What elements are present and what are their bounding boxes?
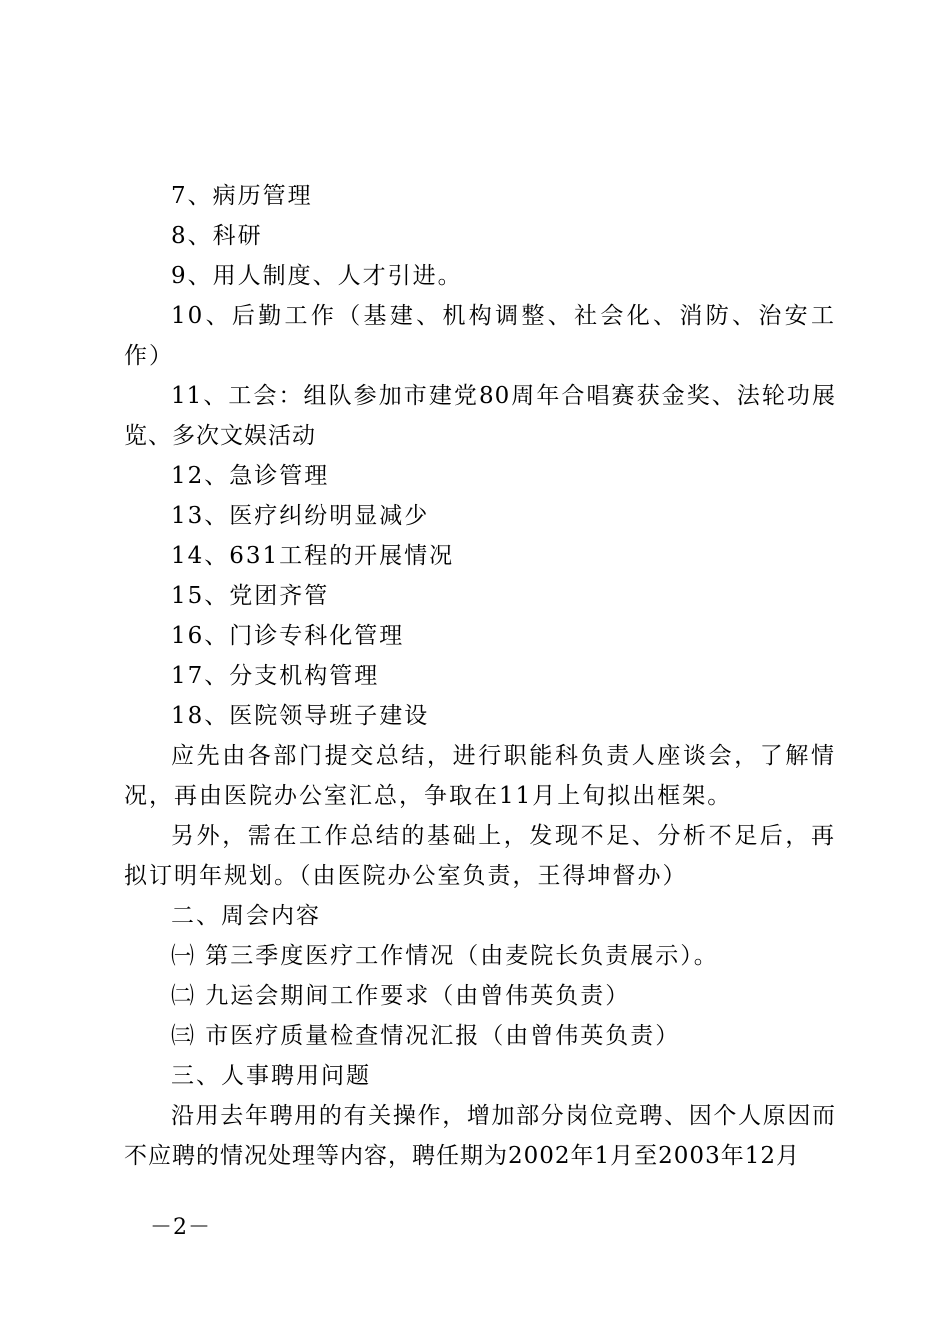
list-item-8: 8、科研 [171,223,263,249]
list-item-9: 9、用人制度、人才引进。 [171,263,463,289]
section-heading-personnel: 三、人事聘用问题 [171,1063,371,1089]
list-item-18: 18、医院领导班子建设 [171,703,430,729]
list-item-16: 16、门诊专科化管理 [171,623,405,649]
page-number: －2－ [150,1215,211,1240]
weekly-item-2: ㈡ 九运会期间工作要求（由曾伟英负责） [171,983,631,1009]
list-item-7: 7、病历管理 [171,183,313,209]
list-item-10: 10、后勤工作（基建、机构调整、社会化、消防、治安工作） [124,303,836,369]
planning-paragraph: 另外，需在工作总结的基础上，发现不足、分析不足后，再拟订明年规划。（由医院办公室负责，王得坤督办） [124,823,836,889]
summary-paragraph: 应先由各部门提交总结，进行职能科负责人座谈会，了解情况，再由医院办公室汇总，争取在11月上旬拟出框架。 [124,743,836,809]
list-item-12: 12、急诊管理 [171,463,330,489]
list-item-11: 11、工会：组队参加市建党80周年合唱赛获金奖、法轮功展览、多次文娱活动 [124,383,836,449]
personnel-paragraph: 沿用去年聘用的有关操作，增加部分岗位竞聘、因个人原因而不应聘的情况处理等内容，聘任期为2002年1月至2003年12月 [124,1103,836,1169]
document-body [124,176,836,1176]
list-item-17: 17、分支机构管理 [171,663,380,689]
weekly-item-1: ㈠ 第三季度医疗工作情况（由麦院长负责展示）。 [171,943,719,969]
list-item-15: 15、党团齐管 [171,583,330,609]
section-heading-weekly-meeting: 二、周会内容 [171,903,321,929]
list-item-13: 13、医疗纠纷明显减少 [171,503,430,529]
list-item-14: 14、631工程的开展情况 [171,543,455,569]
weekly-item-3: ㈢ 市医疗质量检查情况汇报（由曾伟英负责） [171,1023,681,1049]
